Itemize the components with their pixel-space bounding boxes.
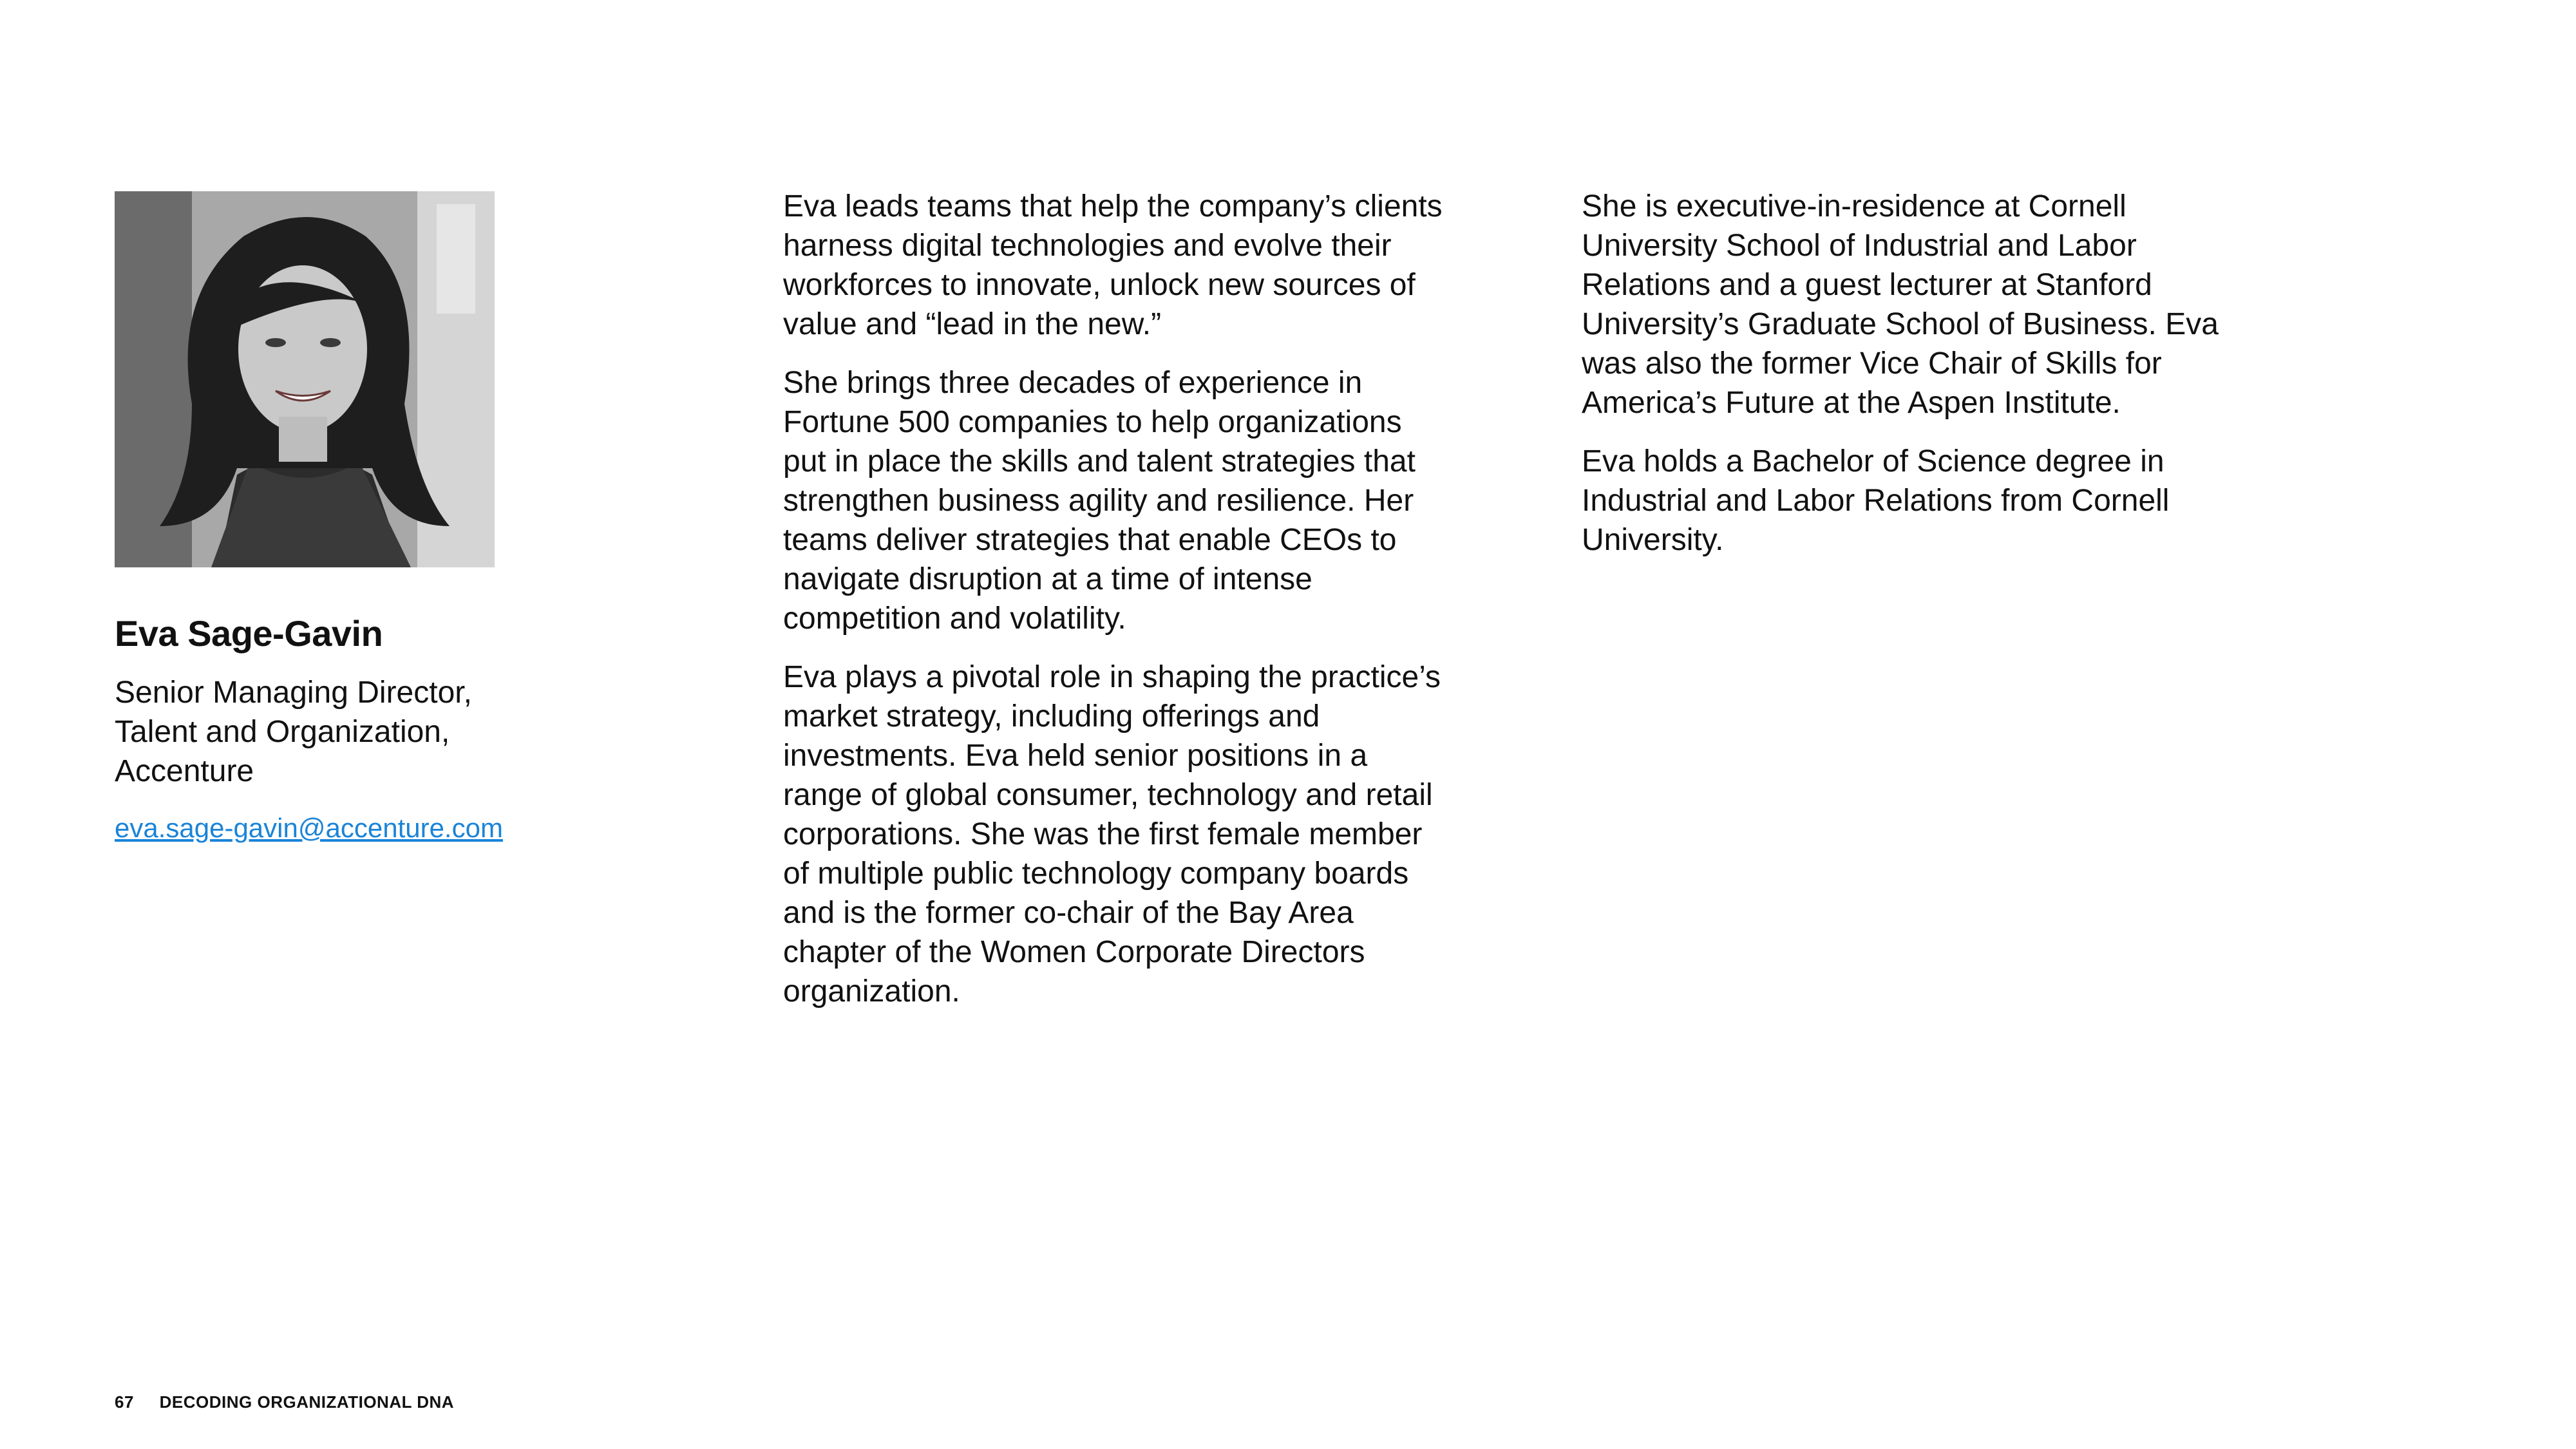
bio-paragraph: Eva holds a Bachelor of Science degree in Industrial and Labor Relations from Cornell University. [1582, 444, 2170, 557]
page-footer [115, 1392, 454, 1412]
person-role [115, 673, 578, 791]
bio-paragraph: She is executive-in-residence at Cornell University School of Industrial and Labor Relations and a guest lecturer at Stanford University’s Graduate School of Business. Eva was also the former Vice Chair of Skills for America’s Future at the Aspen Institute. [1582, 189, 2219, 420]
bio-paragraph: Eva plays a pivotal role in shaping the practice’s market strategy, including offerings and investments. Eva held senior positions in a range of global consumer, technology and retail corporations. She was the first female member of multiple public technology company boards and is the former co-chair of the Bay Area chapter of the Women Corporate Directors organization. [783, 660, 1441, 1009]
bio-column-1 [783, 187, 1446, 1030]
role-line: Senior Managing Director, [115, 676, 472, 710]
page-number: 67 [115, 1392, 134, 1412]
person-name: Eva Sage-Gavin [115, 613, 383, 654]
profile-block [115, 612, 578, 844]
document-title: DECODING ORGANIZATIONAL DNA [159, 1392, 455, 1412]
email-link[interactable]: eva.sage-gavin@accenture.com [115, 813, 503, 844]
portrait-illustration [115, 191, 495, 567]
role-line: Talent and Organization, [115, 715, 450, 750]
role-line: Accenture [115, 754, 254, 789]
bio-paragraph: She brings three decades of experience in Fortune 500 companies to help organizations put in place the skills and talent strategies that strengthen business agility and resilience. Her teams deliver strategies that enable CEOs to navigate disruption at a time of intense competition and volatility. [783, 366, 1416, 636]
portrait-photo [115, 191, 495, 567]
bio-column-2 [1582, 187, 2245, 579]
bio-paragraph: Eva leads teams that help the company’s clients harness digital technologies and evolve their workforces to innovate, unlock new sources of value and “lead in the new.” [783, 189, 1443, 341]
